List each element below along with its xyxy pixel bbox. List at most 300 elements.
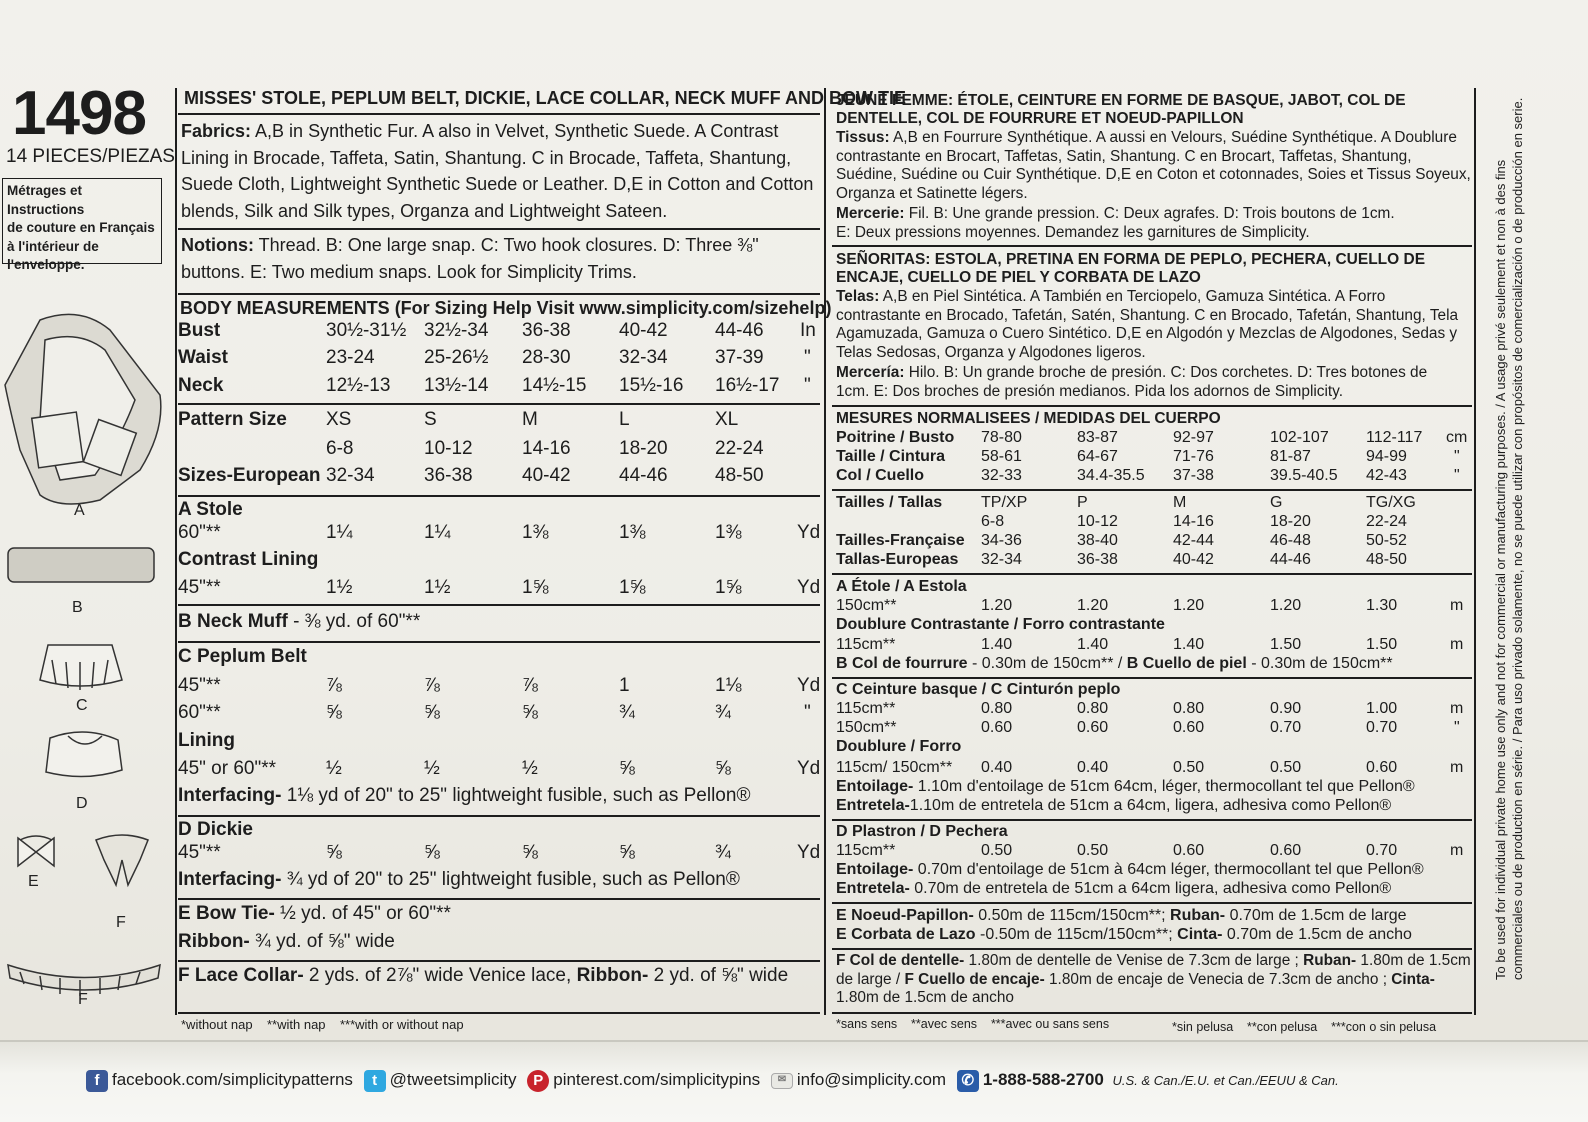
view-b-neck-muff-drawing bbox=[8, 548, 154, 582]
row-label: Sizes-European bbox=[178, 465, 321, 486]
cell: 0.80 bbox=[1173, 700, 1205, 717]
column-rule-middle bbox=[824, 88, 826, 1015]
cell: 0.60 bbox=[1366, 759, 1398, 776]
row-label: Neck bbox=[178, 375, 224, 396]
facebook-icon: f bbox=[86, 1070, 108, 1092]
cell: 1¼ bbox=[326, 522, 353, 543]
c-peplum-heading: C Peplum Belt bbox=[178, 646, 307, 667]
mercerie-text: Fil. B: Une grande pression. C: Deux agrafes. D: Trois boutons de 1cm. E: Deux pressions moyennes. Demandez les garnitures de Simplicity. bbox=[836, 205, 1395, 241]
entoilage-text: 0.70m d'entoilage de 51cm à 64cm léger, thermocollant tel que Pellon® bbox=[913, 861, 1424, 878]
cell: XL bbox=[715, 409, 739, 430]
b-cuello-text: - 0.30m de 150cm** bbox=[1246, 655, 1393, 672]
contrast-lining-heading: Contrast Lining bbox=[178, 549, 319, 570]
cell: 0.40 bbox=[1077, 759, 1109, 776]
french-note-line: de couture en Français bbox=[7, 220, 155, 235]
e-corbata-label: E Corbata de Lazo bbox=[836, 926, 976, 943]
view-label-f: F bbox=[116, 914, 126, 931]
row-label: Waist bbox=[178, 347, 228, 368]
b-neck-muff-label: B Neck Muff bbox=[178, 611, 288, 632]
e-noeud-line bbox=[836, 907, 1407, 925]
cell: 34.4-35.5 bbox=[1077, 467, 1145, 484]
cell: 1.20 bbox=[1270, 597, 1302, 614]
entretela-label: Entretela- bbox=[836, 797, 910, 814]
cell: 44-46 bbox=[1270, 551, 1311, 568]
divider bbox=[832, 573, 1472, 575]
tissus-label: Tissus: bbox=[836, 129, 890, 146]
c-ceinture-115-row bbox=[836, 700, 1472, 720]
cell: 48-50 bbox=[715, 465, 764, 486]
cell: 44-46 bbox=[715, 320, 764, 341]
unit: In bbox=[800, 320, 816, 341]
unit: m bbox=[1450, 597, 1464, 614]
row-label: Col / Cuello bbox=[836, 467, 924, 484]
view-d-dickie-drawing bbox=[46, 732, 122, 777]
cell: P bbox=[1077, 494, 1088, 511]
d-interfacing-line bbox=[178, 869, 740, 891]
unit: Yd bbox=[797, 842, 821, 863]
notions-label: Notions: bbox=[181, 235, 254, 255]
view-label-e: E bbox=[28, 873, 39, 890]
unit: m bbox=[1450, 636, 1464, 653]
cell: 46-48 bbox=[1270, 532, 1311, 549]
merceria-paragraph bbox=[836, 364, 1446, 401]
french-note-line: Métrages et Instructions bbox=[7, 183, 85, 217]
legal-note-line: commerciales ou de production en série. / Para uso privado solamente, no se puede utilizar con propósitos de comercialización o de producción en serie. bbox=[1510, 97, 1525, 980]
width-label: 115cm** bbox=[836, 842, 896, 859]
nap-footnote-es: *sin pelusa **con pelusa ***con o sin pelusa bbox=[1172, 1020, 1437, 1034]
view-label-a: A bbox=[74, 502, 85, 519]
cell: G bbox=[1270, 494, 1283, 511]
divider bbox=[832, 489, 1472, 491]
f-ribbon-label: Ribbon- bbox=[576, 965, 649, 986]
cell: 1⅝ bbox=[522, 577, 549, 598]
telas-label: Telas: bbox=[836, 288, 880, 305]
cell: 1¼ bbox=[424, 522, 451, 543]
cell: 78-80 bbox=[981, 429, 1022, 446]
cell: ⅝ bbox=[619, 842, 635, 863]
divider bbox=[178, 403, 820, 405]
nap-footnote: *without nap **with nap ***with or without nap bbox=[181, 1017, 464, 1032]
cell: 1½ bbox=[326, 577, 353, 598]
cell: ⅝ bbox=[522, 842, 538, 863]
cell: 44-46 bbox=[619, 465, 668, 486]
cell: 0.80 bbox=[1077, 700, 1109, 717]
entoilage-label: Entoilage- bbox=[836, 778, 914, 795]
e-bow-tie-line bbox=[178, 903, 451, 925]
cell: 13½-14 bbox=[424, 375, 489, 396]
phone-text: 1-888-588-2700 bbox=[982, 1070, 1104, 1090]
cell: 0.70 bbox=[1366, 719, 1398, 736]
mercerie-label: Mercerie: bbox=[836, 205, 905, 222]
width-label: 60"** bbox=[178, 522, 221, 543]
french-instructions-box bbox=[2, 178, 162, 272]
cell: 1⅜ bbox=[522, 522, 549, 543]
twitter-link[interactable] bbox=[364, 1070, 517, 1089]
f-col-text: 1.80m de dentelle de Venise de 7.3cm de large ; bbox=[964, 952, 1304, 969]
width-label: 45"** bbox=[178, 675, 221, 696]
cell: 0.90 bbox=[1270, 700, 1302, 717]
b-col-text: - 0.30m de 150cm** / bbox=[967, 655, 1127, 672]
f-lace-text: 2 yds. of 2⅞" wide Venice lace, bbox=[303, 965, 577, 986]
cell: ⅝ bbox=[326, 702, 342, 723]
e-bow-text: ½ yd. of 45" or 60"** bbox=[274, 903, 451, 924]
d-plastron-heading: D Plastron / D Pechera bbox=[836, 823, 1008, 840]
e-corbata-line bbox=[836, 926, 1412, 944]
cell: 102-107 bbox=[1270, 429, 1329, 446]
cell: 28-30 bbox=[522, 347, 571, 368]
cell: 0.50 bbox=[981, 842, 1013, 859]
cell: 14½-15 bbox=[522, 375, 587, 396]
divider bbox=[178, 228, 820, 230]
tissus-text: A,B en Fourrure Synthétique. A aussi en Velours, Suédine Synthétique. A Doublure contrastante en Brocart, Taffetas, Satin, Shantung. C en Brocart, Taffetas, Shantung, Suédine, Suédine ou Cuir Synthétique. D,E en Coton et cotonnades, Soies et Tissus Soyeux, Organza et Satinette légers. bbox=[836, 129, 1471, 202]
width-label: 45" or 60"** bbox=[178, 758, 276, 779]
ribbon-text: ¾ yd. of ⅝" wide bbox=[249, 931, 395, 952]
b-col-label: B Col de fourrure bbox=[836, 655, 968, 672]
divider bbox=[832, 677, 1472, 679]
view-label-c: C bbox=[76, 697, 88, 714]
sizes-european-row bbox=[178, 465, 818, 491]
legal-note-vertical bbox=[1492, 97, 1526, 980]
e-noeud-text: 0.50m de 115cm/150cm**; bbox=[973, 907, 1171, 924]
cell: ½ bbox=[522, 758, 538, 779]
unit: " bbox=[804, 347, 811, 368]
cell: ⅞ bbox=[326, 675, 342, 696]
cell: 92-97 bbox=[1173, 429, 1214, 446]
cell: ½ bbox=[326, 758, 342, 779]
cell: ⅝ bbox=[326, 842, 342, 863]
view-e-bow-tie-drawing bbox=[18, 836, 54, 866]
french-title: JEUNE FEMME: ÉTOLE, CEINTURE EN FORME DE BASQUE, JABOT, COL DE DENTELLE, COL DE FOURRURE ET NOEUD-PAPILLON bbox=[836, 92, 1406, 127]
view-a-stole-drawing bbox=[5, 314, 161, 504]
cell: 32½-34 bbox=[424, 320, 489, 341]
e-ruban-label: Ruban- bbox=[1170, 907, 1226, 924]
cell: M bbox=[522, 409, 538, 430]
unit: " bbox=[804, 375, 811, 396]
cell: 48-50 bbox=[1366, 551, 1407, 568]
cell: 14-16 bbox=[522, 438, 571, 459]
c-peplum-60-row bbox=[178, 702, 818, 728]
tallas-europeas-row bbox=[836, 551, 1472, 571]
unit: " bbox=[1454, 448, 1460, 465]
phone-link[interactable] bbox=[957, 1070, 1104, 1089]
row-label: Bust bbox=[178, 320, 221, 341]
row-label: Poitrine / Busto bbox=[836, 429, 955, 446]
pinterest-icon: P bbox=[527, 1070, 549, 1092]
merceria-label: Mercería: bbox=[836, 364, 905, 381]
f-ruban-label: Ruban- bbox=[1303, 952, 1357, 969]
interfacing-text: 1⅛ yd of 20" to 25" lightweight fusible, such as Pellon® bbox=[281, 785, 751, 806]
cell: ⅞ bbox=[522, 675, 538, 696]
pieces-count: 14 PIECES/PIEZAS bbox=[6, 146, 175, 167]
c-entretela-line bbox=[836, 797, 1391, 815]
pattern-number: 1498 bbox=[12, 79, 146, 148]
e-ribbon-line bbox=[178, 931, 395, 953]
cell: 36-38 bbox=[424, 465, 473, 486]
pinterest-link[interactable] bbox=[527, 1070, 760, 1089]
pinterest-text: pinterest.com/simplicitypins bbox=[553, 1070, 761, 1090]
entretela-text: 1.10m de entretela de 51cm a 64cm, ligera, adhesiva como Pellon® bbox=[909, 797, 1392, 814]
cell: 32-34 bbox=[981, 551, 1022, 568]
divider bbox=[178, 604, 820, 606]
twitter-icon: t bbox=[364, 1070, 386, 1092]
c-interfacing-line bbox=[178, 785, 750, 807]
cell: 0.80 bbox=[981, 700, 1013, 717]
cell: 38-40 bbox=[1077, 532, 1118, 549]
doublure-row bbox=[836, 636, 1472, 656]
e-bow-label: E Bow Tie- bbox=[178, 903, 275, 924]
cell: ⅝ bbox=[424, 842, 440, 863]
body-row-bust bbox=[178, 320, 818, 346]
cell: 1⅛ bbox=[715, 675, 742, 696]
a-stole-row bbox=[178, 522, 821, 548]
cell: 1.20 bbox=[1173, 597, 1205, 614]
pattern-size-row bbox=[178, 409, 818, 435]
d-dickie-heading: D Dickie bbox=[178, 819, 253, 840]
cell: S bbox=[424, 409, 437, 430]
cell: 32-34 bbox=[619, 347, 668, 368]
cell: 1⅜ bbox=[619, 522, 646, 543]
interfacing-label: Interfacing- bbox=[178, 869, 282, 890]
cell: ⅝ bbox=[715, 758, 731, 779]
divider bbox=[178, 815, 820, 817]
cell: 64-67 bbox=[1077, 448, 1118, 465]
d-dickie-row bbox=[178, 842, 821, 868]
e-ruban-text: 0.70m de 1.5cm de large bbox=[1225, 907, 1407, 924]
cell: 10-12 bbox=[1077, 513, 1118, 530]
facebook-text: facebook.com/simplicitypatterns bbox=[112, 1070, 353, 1090]
cell: ¾ bbox=[715, 842, 731, 863]
unit: m bbox=[1450, 700, 1464, 717]
facebook-link[interactable] bbox=[86, 1070, 353, 1089]
f-col-label: F Col de dentelle- bbox=[836, 952, 965, 969]
cell: 0.70 bbox=[1366, 842, 1398, 859]
cell: 14-16 bbox=[1173, 513, 1214, 530]
f-ruban-text: 1.80m de 1.5cm de large / bbox=[836, 952, 1471, 988]
twitter-text: @tweetsimplicity bbox=[389, 1070, 517, 1090]
b-col-line bbox=[836, 655, 1393, 673]
width-label: 115cm** bbox=[836, 636, 896, 653]
cell: XS bbox=[326, 409, 352, 430]
row-label: Tallas-Europeas bbox=[836, 551, 959, 568]
cell: 58-61 bbox=[981, 448, 1022, 465]
cell: 6-8 bbox=[326, 438, 354, 459]
divider bbox=[178, 293, 820, 295]
unit: Yd bbox=[797, 675, 821, 696]
tailles-francaise-row bbox=[836, 532, 1472, 552]
telas-text: A,B en Piel Sintética. A También en Terciopelo, Gamuza Sintética. A Forro contrastante en Brocado, Tafetán, Satén, Shantung. C en Brocado, Tafetán, Shantung, Tela Agamuzada, Gamuza o Cuero Sintético. D,E en Algodón y Mezclas de Algodones, Sedas y Telas Sedosas, Organza y Algodones ligeros. bbox=[836, 288, 1459, 361]
cell: 15½-16 bbox=[619, 375, 684, 396]
f-col-paragraph bbox=[836, 952, 1472, 1008]
cell: 94-99 bbox=[1366, 448, 1407, 465]
cell: 18-20 bbox=[619, 438, 668, 459]
c-entoilage-line bbox=[836, 778, 1415, 796]
cell: 12½-13 bbox=[326, 375, 391, 396]
cell: 0.50 bbox=[1173, 759, 1205, 776]
cell: 0.60 bbox=[1077, 719, 1109, 736]
divider bbox=[178, 898, 820, 900]
social-footer bbox=[0, 1040, 1588, 1122]
senoritas-title: SEÑORITAS: ESTOLA, PRETINA EN FORMA DE PEPLO, PECHERA, CUELLO DE ENCAJE, CUELLO DE PIEL Y CORBATA DE LAZO bbox=[836, 251, 1426, 286]
column-rule-right bbox=[1474, 88, 1476, 1015]
row-label: Pattern Size bbox=[178, 409, 287, 430]
pattern-size-nums-row bbox=[178, 438, 818, 464]
column-rule-left bbox=[175, 88, 177, 1015]
cell: 37-38 bbox=[1173, 467, 1214, 484]
cell: 1.40 bbox=[1077, 636, 1109, 653]
width-label: 115cm** bbox=[836, 700, 896, 717]
phone-icon: ✆ bbox=[957, 1070, 979, 1092]
fabrics-label: Fabrics: bbox=[181, 121, 252, 141]
cell: 30½-31½ bbox=[326, 320, 407, 341]
cell: M bbox=[1173, 494, 1187, 511]
b-neck-muff-line bbox=[178, 611, 420, 633]
french-note-line: l'enveloppe. bbox=[7, 257, 85, 272]
f-lace-label: F Lace Collar- bbox=[178, 965, 304, 986]
divider bbox=[832, 948, 1472, 950]
cell: 50-52 bbox=[1366, 532, 1407, 549]
cell: ⅝ bbox=[522, 702, 538, 723]
cell: 1⅝ bbox=[619, 577, 646, 598]
french-note-line: à l'intérieur de bbox=[7, 238, 99, 254]
notions-paragraph bbox=[181, 232, 821, 285]
notions-text: Thread. B: One large snap. C: Two hook closures. D: Three ⅜" buttons. E: Two medium snaps. Look for Simplicity Trims. bbox=[181, 235, 759, 282]
cell: 1.20 bbox=[1077, 597, 1109, 614]
cell: 0.60 bbox=[1173, 719, 1205, 736]
e-cinta-label: Cinta- bbox=[1177, 926, 1223, 943]
cell: 83-87 bbox=[1077, 429, 1118, 446]
cell: 39.5-40.5 bbox=[1270, 467, 1338, 484]
row-label: Taille / Cintura bbox=[836, 448, 946, 465]
cell: 0.50 bbox=[1077, 842, 1109, 859]
nap-footnote-fr: *sans sens **avec sens ***avec ou sans sens bbox=[836, 1017, 1110, 1031]
cell: 1.30 bbox=[1366, 597, 1398, 614]
cell: 1.40 bbox=[1173, 636, 1205, 653]
cell: ⅞ bbox=[424, 675, 440, 696]
cell: 37-39 bbox=[715, 347, 764, 368]
view-label-d: D bbox=[76, 795, 88, 812]
contrast-lining-row bbox=[178, 577, 821, 603]
cell: 16½-17 bbox=[715, 375, 780, 396]
unit: m bbox=[1450, 759, 1464, 776]
divider bbox=[178, 641, 820, 643]
cell: 112-117 bbox=[1366, 429, 1423, 446]
measure-row-poitrine bbox=[836, 429, 1472, 449]
entretela-label: Entretela- bbox=[836, 880, 910, 897]
f-lace-collar-line bbox=[178, 965, 788, 987]
english-title: MISSES' STOLE, PEPLUM BELT, DICKIE, LACE COLLAR, NECK MUFF AND BOW TIE bbox=[184, 88, 906, 108]
doublure-forro-heading: Doublure / Forro bbox=[836, 738, 962, 755]
unit: Yd bbox=[797, 577, 821, 598]
cell: 0.60 bbox=[1173, 842, 1205, 859]
view-label-f: F bbox=[78, 991, 88, 1008]
cell: 0.60 bbox=[1270, 842, 1302, 859]
cell: 0.60 bbox=[981, 719, 1013, 736]
cell: ⅝ bbox=[619, 758, 635, 779]
divider bbox=[832, 1012, 1472, 1014]
c-ceinture-150-row bbox=[836, 719, 1472, 739]
unit: " bbox=[804, 702, 811, 723]
width-label: 150cm** bbox=[836, 719, 897, 736]
row-label: Tailles / Tallas bbox=[836, 494, 943, 511]
a-etole-heading: A Étole / A Estola bbox=[836, 578, 967, 595]
divider bbox=[178, 1012, 820, 1014]
d-entretela-line bbox=[836, 880, 1391, 898]
fabrics-paragraph bbox=[181, 118, 821, 224]
cell: 6-8 bbox=[981, 513, 1005, 530]
measure-row-col bbox=[836, 467, 1472, 487]
cell: 71-76 bbox=[1173, 448, 1214, 465]
tissus-paragraph bbox=[836, 129, 1472, 203]
entoilage-label: Entoilage- bbox=[836, 861, 914, 878]
mercerie-paragraph bbox=[836, 205, 1396, 242]
interfacing-label: Interfacing- bbox=[178, 785, 282, 806]
footer-links bbox=[86, 1070, 1339, 1092]
cell: 36-38 bbox=[522, 320, 571, 341]
unit: Yd bbox=[797, 522, 821, 543]
interfacing-text: ¾ yd of 20" to 25" lightweight fusible, such as Pellon® bbox=[281, 869, 740, 890]
width-label: 115cm/ 150cm** bbox=[836, 759, 953, 776]
cell: 18-20 bbox=[1270, 513, 1311, 530]
view-f-collar-drawing bbox=[96, 835, 148, 885]
cell: ½ bbox=[424, 758, 440, 779]
c-ceinture-heading: C Ceinture basque / C Cinturón peplo bbox=[836, 681, 1121, 698]
divider bbox=[178, 960, 820, 962]
unit: " bbox=[1454, 719, 1460, 736]
doublure-heading: Doublure Contrastante / Forro contrastante bbox=[836, 616, 1165, 633]
cell: 42-43 bbox=[1366, 467, 1407, 484]
width-label: 45"** bbox=[178, 577, 221, 598]
divider bbox=[832, 245, 1472, 247]
cell: 32-34 bbox=[326, 465, 375, 486]
view-c-peplum-drawing bbox=[40, 645, 122, 690]
fabrics-text: A,B in Synthetic Fur. A also in Velvet, Synthetic Suede. A Contrast Lining in Brocade, Taffeta, Satin, Shantung. C in Brocade, Taffeta, Shantung, Suede Cloth, Lightweight Synthetic Suede or Leather. D,E in Cotton and Cotton blends, Silk and Silk types, Organza and Lightweight Sateen. bbox=[181, 121, 814, 221]
cell: ¾ bbox=[715, 702, 731, 723]
f-cuello-text: 1.80m de encaje de Venecia de 7.3cm de ancho ; bbox=[1044, 970, 1392, 988]
f-cinta-label: Cinta- bbox=[1391, 970, 1435, 988]
e-noeud-label: E Noeud-Papillon- bbox=[836, 907, 974, 924]
view-label-b: B bbox=[72, 599, 83, 616]
f-cinta-text: 1.80m de 1.5cm de ancho bbox=[836, 989, 1014, 1007]
divider bbox=[178, 113, 820, 115]
cell: L bbox=[619, 409, 630, 430]
divider bbox=[178, 495, 820, 497]
cell: 34-36 bbox=[981, 532, 1022, 549]
merceria-text: Hilo. B: Un grande broche de presión. C: Dos corchetes. D: Tres botones de 1cm. E: Dos broches de presión medianos. Pida los adornos de Simplicity. bbox=[836, 364, 1428, 400]
lining-heading: Lining bbox=[178, 730, 235, 751]
cell: 23-24 bbox=[326, 347, 375, 368]
divider bbox=[832, 405, 1472, 407]
unit: " bbox=[1454, 467, 1460, 484]
row-label: Tailles-Française bbox=[836, 532, 965, 549]
cell: 32-33 bbox=[981, 467, 1022, 484]
cell: 25-26½ bbox=[424, 347, 489, 368]
measures-header: MESURES NORMALISEES / MEDIDAS DEL CUERPO bbox=[836, 410, 1221, 427]
cell: 0.50 bbox=[1270, 759, 1302, 776]
cell: 10-12 bbox=[424, 438, 473, 459]
entretela-text: 0.70m de entretela de 51cm a 64cm ligera, adhesiva como Pellon® bbox=[909, 880, 1392, 897]
email-link[interactable] bbox=[771, 1070, 946, 1089]
cell: 40-42 bbox=[522, 465, 571, 486]
unit: m bbox=[1450, 842, 1464, 859]
cell: 22-24 bbox=[1366, 513, 1407, 530]
tailles-row bbox=[836, 494, 1472, 514]
unit: Yd bbox=[797, 758, 821, 779]
cell: 40-42 bbox=[619, 320, 668, 341]
cell: 1.50 bbox=[1270, 636, 1302, 653]
width-label: 60"** bbox=[178, 702, 221, 723]
cell: TG/XG bbox=[1366, 494, 1416, 511]
b-cuello-label: B Cuello de piel bbox=[1126, 655, 1247, 672]
